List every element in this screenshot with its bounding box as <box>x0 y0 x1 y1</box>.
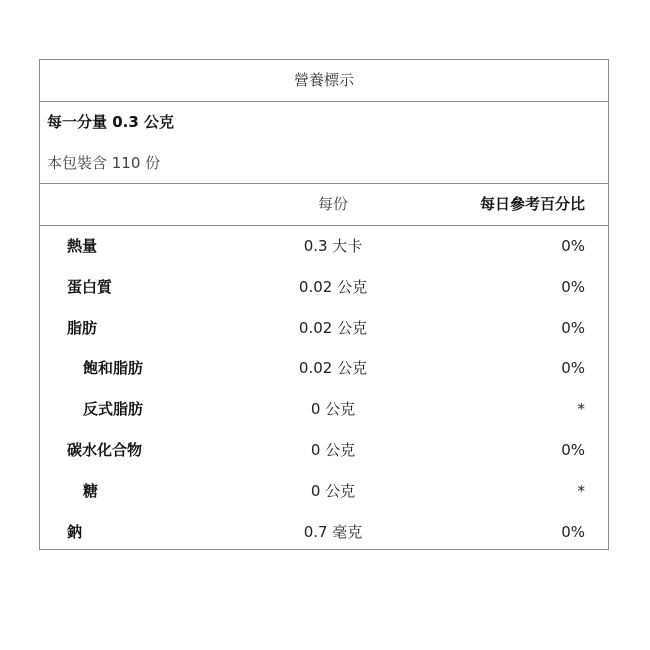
nutrient-row-sodium <box>40 512 608 553</box>
nutrient-daily-value: 0% <box>561 277 585 296</box>
nutrient-row-fat <box>40 308 608 349</box>
nutrition-facts-panel <box>39 59 609 550</box>
nutrient-name: 蛋白質 <box>67 277 113 296</box>
nutrient-daily-value: 0% <box>561 359 585 378</box>
nutrient-amount: 0 公克 <box>310 440 356 459</box>
per-serving-header: 每份 <box>317 195 348 213</box>
nutrient-row-protein <box>40 267 608 308</box>
serving-info <box>40 102 608 184</box>
nutrient-row-carbohydrate <box>40 430 608 471</box>
panel-title: 營養標示 <box>40 60 608 102</box>
nutrient-daily-value: 0% <box>561 522 585 541</box>
nutrient-row-trans-fat <box>40 389 608 430</box>
servings-per-package: 本包裝含 110 份 <box>47 154 161 172</box>
nutrient-name: 反式脂肪 <box>83 400 144 419</box>
serving-size: 每一分量 0.3 公克 <box>47 113 175 131</box>
nutrient-daily-value: 0% <box>561 318 585 337</box>
nutrient-row-calories <box>40 226 608 267</box>
nutrient-row-sugar <box>40 471 608 512</box>
nutrient-daily-value: * <box>577 400 585 419</box>
nutrient-daily-value: 0% <box>561 237 585 255</box>
nutrient-amount: 0.02 公克 <box>298 277 368 296</box>
nutrient-amount: 0.3 大卡 <box>303 237 363 255</box>
nutrient-amount: 0.02 公克 <box>298 359 368 378</box>
nutrient-name: 糖 <box>83 481 99 500</box>
nutrient-daily-value: 0% <box>561 440 585 459</box>
nutrient-amount: 0.7 毫克 <box>303 522 363 541</box>
nutrient-amount: 0.02 公克 <box>298 318 368 337</box>
nutrient-name: 飽和脂肪 <box>83 359 144 378</box>
column-header-row <box>40 184 608 226</box>
nutrient-name: 鈉 <box>67 522 83 541</box>
daily-value-header: 每日參考百分比 <box>479 195 585 213</box>
nutrient-amount: 0 公克 <box>310 481 356 500</box>
nutrient-row-saturated-fat <box>40 348 608 389</box>
nutrient-name: 熱量 <box>67 237 98 255</box>
nutrient-name: 碳水化合物 <box>67 440 143 459</box>
nutrient-name: 脂肪 <box>67 318 98 337</box>
nutrient-daily-value: * <box>577 481 585 500</box>
nutrient-amount: 0 公克 <box>310 400 356 419</box>
